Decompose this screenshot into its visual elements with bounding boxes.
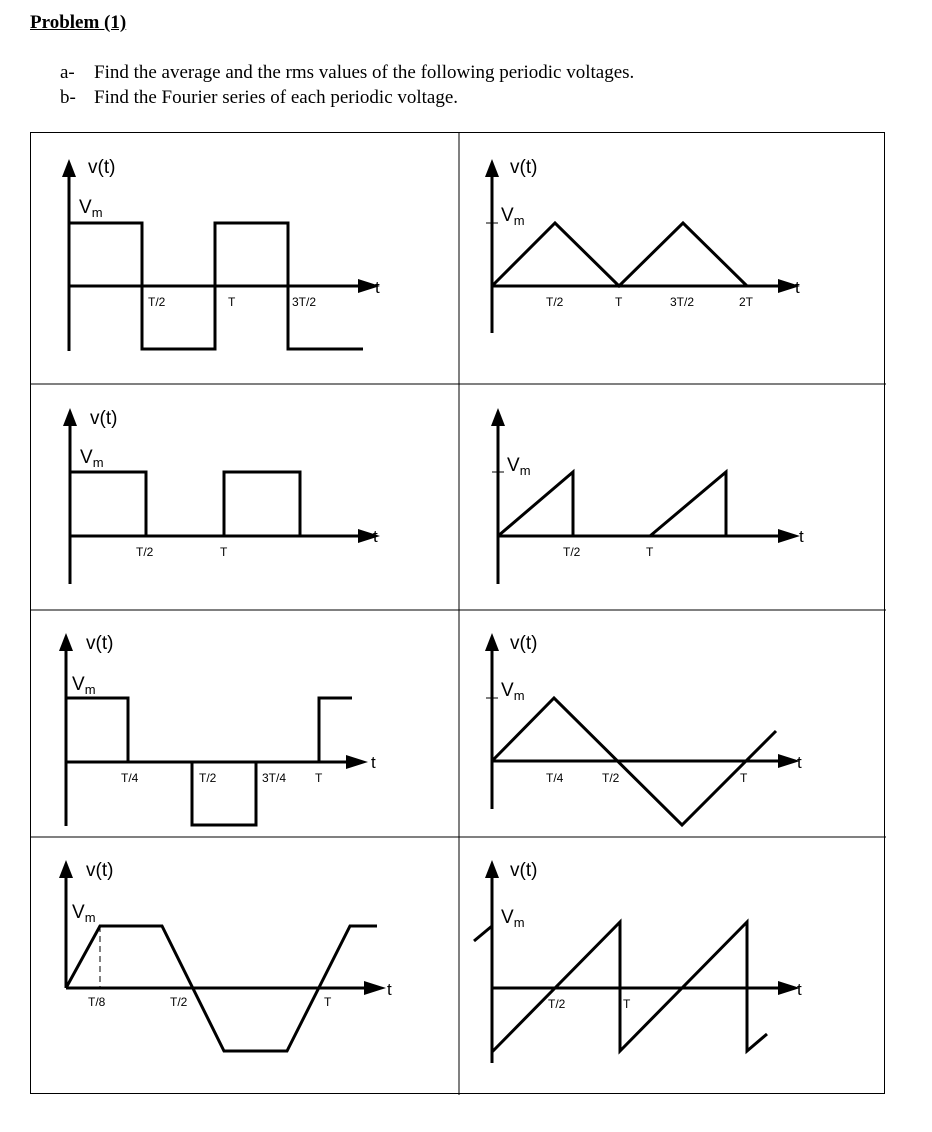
amplitude-label xyxy=(501,680,525,703)
waveform-line xyxy=(492,223,747,286)
amplitude-label xyxy=(501,907,525,930)
tick-label: T/2 xyxy=(148,295,166,309)
y-axis-label: v(t) xyxy=(86,633,114,654)
tick-label: T/4 xyxy=(546,771,564,785)
chart-sawtooth-pulse xyxy=(458,384,885,610)
x-axis-label: t xyxy=(795,278,800,297)
tick-label: T/2 xyxy=(563,545,581,559)
amplitude-label xyxy=(72,902,96,925)
amplitude-sub: m xyxy=(513,688,525,703)
panel-sawtooth-pulse xyxy=(458,384,885,610)
amplitude-main: V xyxy=(79,197,92,218)
amplitude-main: V xyxy=(507,455,520,476)
y-axis-label: v(t) xyxy=(88,157,116,178)
y-axis-arrow xyxy=(59,860,73,878)
tick-label: T xyxy=(315,771,323,785)
problem-title: Problem (1) xyxy=(30,12,127,33)
x-axis-label: t xyxy=(799,527,804,546)
panel-square-wave xyxy=(30,133,458,383)
y-axis-arrow xyxy=(485,159,499,177)
amplitude-sub: m xyxy=(84,910,96,925)
tick-label: T xyxy=(740,771,748,785)
amplitude-main: V xyxy=(80,447,93,468)
tick-label: T xyxy=(646,545,654,559)
amplitude-sub: m xyxy=(519,463,531,478)
tick-label: 3T/2 xyxy=(292,295,317,309)
y-axis-arrow xyxy=(62,159,76,177)
waveform-segment xyxy=(498,472,573,536)
panel-bipolar-sawtooth xyxy=(458,838,885,1093)
chart-bipolar-sawtooth xyxy=(458,838,885,1093)
tick-label: T xyxy=(228,295,236,309)
y-axis-arrow xyxy=(491,408,505,426)
tick-label: T/2 xyxy=(199,771,217,785)
y-axis-arrow xyxy=(59,633,73,651)
tick-label: T xyxy=(324,995,332,1009)
panel-bipolar-pulses xyxy=(30,611,458,837)
amplitude-main: V xyxy=(72,674,85,695)
x-axis-arrow xyxy=(778,529,800,543)
panel-pulse-train xyxy=(30,384,458,610)
amplitude-label xyxy=(80,447,104,470)
panel-trapezoidal-wave xyxy=(30,838,458,1093)
amplitude-main: V xyxy=(72,902,85,923)
amplitude-main: V xyxy=(501,680,514,701)
chart-square-wave xyxy=(30,133,458,383)
x-axis-label: t xyxy=(797,980,802,999)
tick-label: 3T/4 xyxy=(262,771,287,785)
amplitude-sub: m xyxy=(92,455,104,470)
amplitude-label xyxy=(501,205,525,228)
amplitude-main: V xyxy=(501,907,514,928)
tick-label: T/2 xyxy=(602,771,620,785)
x-axis-label: t xyxy=(797,753,802,772)
waveform-segment xyxy=(650,472,726,536)
y-axis-arrow xyxy=(63,408,77,426)
x-axis-arrow xyxy=(364,981,386,995)
amplitude-label xyxy=(507,455,531,478)
amplitude-sub: m xyxy=(513,915,525,930)
y-axis-label: v(t) xyxy=(510,157,538,178)
y-axis-label: v(t) xyxy=(90,408,118,429)
x-axis-label: t xyxy=(373,527,378,546)
chart-bipolar-triangle xyxy=(458,611,885,837)
amplitude-sub: m xyxy=(91,205,103,220)
y-axis-label: v(t) xyxy=(510,633,538,654)
amplitude-sub: m xyxy=(513,213,525,228)
tick-label: T xyxy=(623,997,631,1011)
x-axis-label: t xyxy=(371,753,376,772)
question-a-text: Find the average and the rms values of the following periodic voltages. xyxy=(94,62,635,83)
tick-label: T/2 xyxy=(548,997,566,1011)
question-a xyxy=(60,62,634,84)
amplitude-sub: m xyxy=(84,682,96,697)
tick-label: T/4 xyxy=(121,771,139,785)
y-axis-label: v(t) xyxy=(510,860,538,881)
panel-triangle-wave xyxy=(458,133,885,383)
y-axis-arrow xyxy=(485,633,499,651)
y-axis-arrow xyxy=(485,860,499,878)
chart-pulse-train xyxy=(30,384,458,610)
chart-triangle-wave xyxy=(458,133,885,383)
x-axis-arrow xyxy=(346,755,368,769)
tick-label: T/2 xyxy=(546,295,564,309)
tick-label: T xyxy=(615,295,623,309)
amplitude-main: V xyxy=(501,205,514,226)
tick-label: 3T/2 xyxy=(670,295,695,309)
panel-bipolar-triangle xyxy=(458,611,885,837)
waveform-segment xyxy=(474,926,492,941)
x-axis-label: t xyxy=(387,980,392,999)
waveform-line xyxy=(70,472,300,536)
question-b xyxy=(60,87,458,109)
chart-bipolar-pulses xyxy=(30,611,458,837)
tick-label: T/2 xyxy=(170,995,188,1009)
x-axis-label: t xyxy=(375,278,380,297)
y-axis-label: v(t) xyxy=(86,860,114,881)
question-a-label: a- xyxy=(60,62,75,83)
chart-trapezoidal-wave xyxy=(30,838,458,1093)
tick-label: 2T xyxy=(739,295,754,309)
question-b-label: b- xyxy=(60,87,76,108)
tick-label: T/2 xyxy=(136,545,154,559)
amplitude-label xyxy=(72,674,96,697)
tick-label: T/8 xyxy=(88,995,106,1009)
tick-label: T xyxy=(220,545,228,559)
question-b-text: Find the Fourier series of each periodic voltage. xyxy=(94,87,459,108)
amplitude-label xyxy=(79,197,103,220)
